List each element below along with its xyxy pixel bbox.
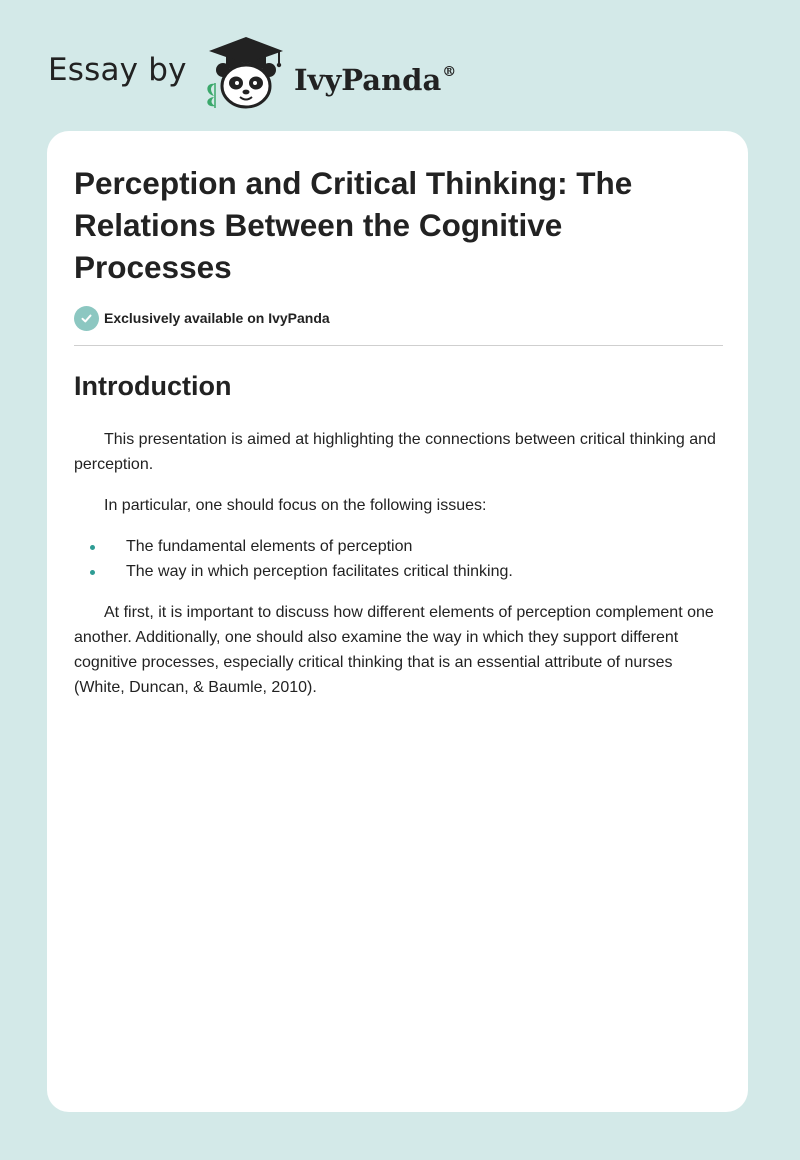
list-item-text: The fundamental elements of perception bbox=[126, 538, 413, 555]
panda-logo-icon bbox=[201, 34, 291, 110]
brand-header bbox=[48, 34, 468, 110]
brand-prefix: Essay by bbox=[48, 52, 187, 88]
section-heading-introduction: Introduction bbox=[74, 371, 232, 401]
body-paragraph: This presentation is aimed at highlighting the connections between critical thinking and perception. bbox=[74, 431, 716, 473]
list-item bbox=[74, 559, 724, 584]
exclusive-badge-text: Exclusively available on IvyPanda bbox=[104, 310, 330, 326]
exclusive-badge bbox=[74, 305, 330, 331]
bullet-icon bbox=[90, 545, 95, 550]
list-item bbox=[74, 534, 724, 559]
essay-title: Perception and Critical Thinking: The Relations Between the Cognitive Processes bbox=[74, 165, 633, 285]
list-item-text: The way in which perception facilitates critical thinking. bbox=[126, 563, 513, 580]
brand-name bbox=[294, 54, 456, 98]
check-circle-icon bbox=[74, 306, 99, 331]
body-paragraph: In particular, one should focus on the following issues: bbox=[104, 497, 487, 514]
brand-name-text: IvyPanda bbox=[294, 63, 442, 97]
body-paragraph: At first, it is important to discuss how different elements of perception complement one another. Additionally, one should also examine the way in which they support different cognitive processes, especially critical thinking that is an essential attribute of nurses (White, Duncan, & Baumle, 2010). bbox=[74, 604, 714, 696]
title-divider bbox=[74, 345, 723, 346]
essay-card bbox=[47, 131, 748, 1112]
issues-list bbox=[74, 534, 724, 584]
bullet-icon bbox=[90, 570, 95, 575]
registered-mark: ® bbox=[442, 64, 457, 80]
essay-body bbox=[74, 367, 724, 716]
